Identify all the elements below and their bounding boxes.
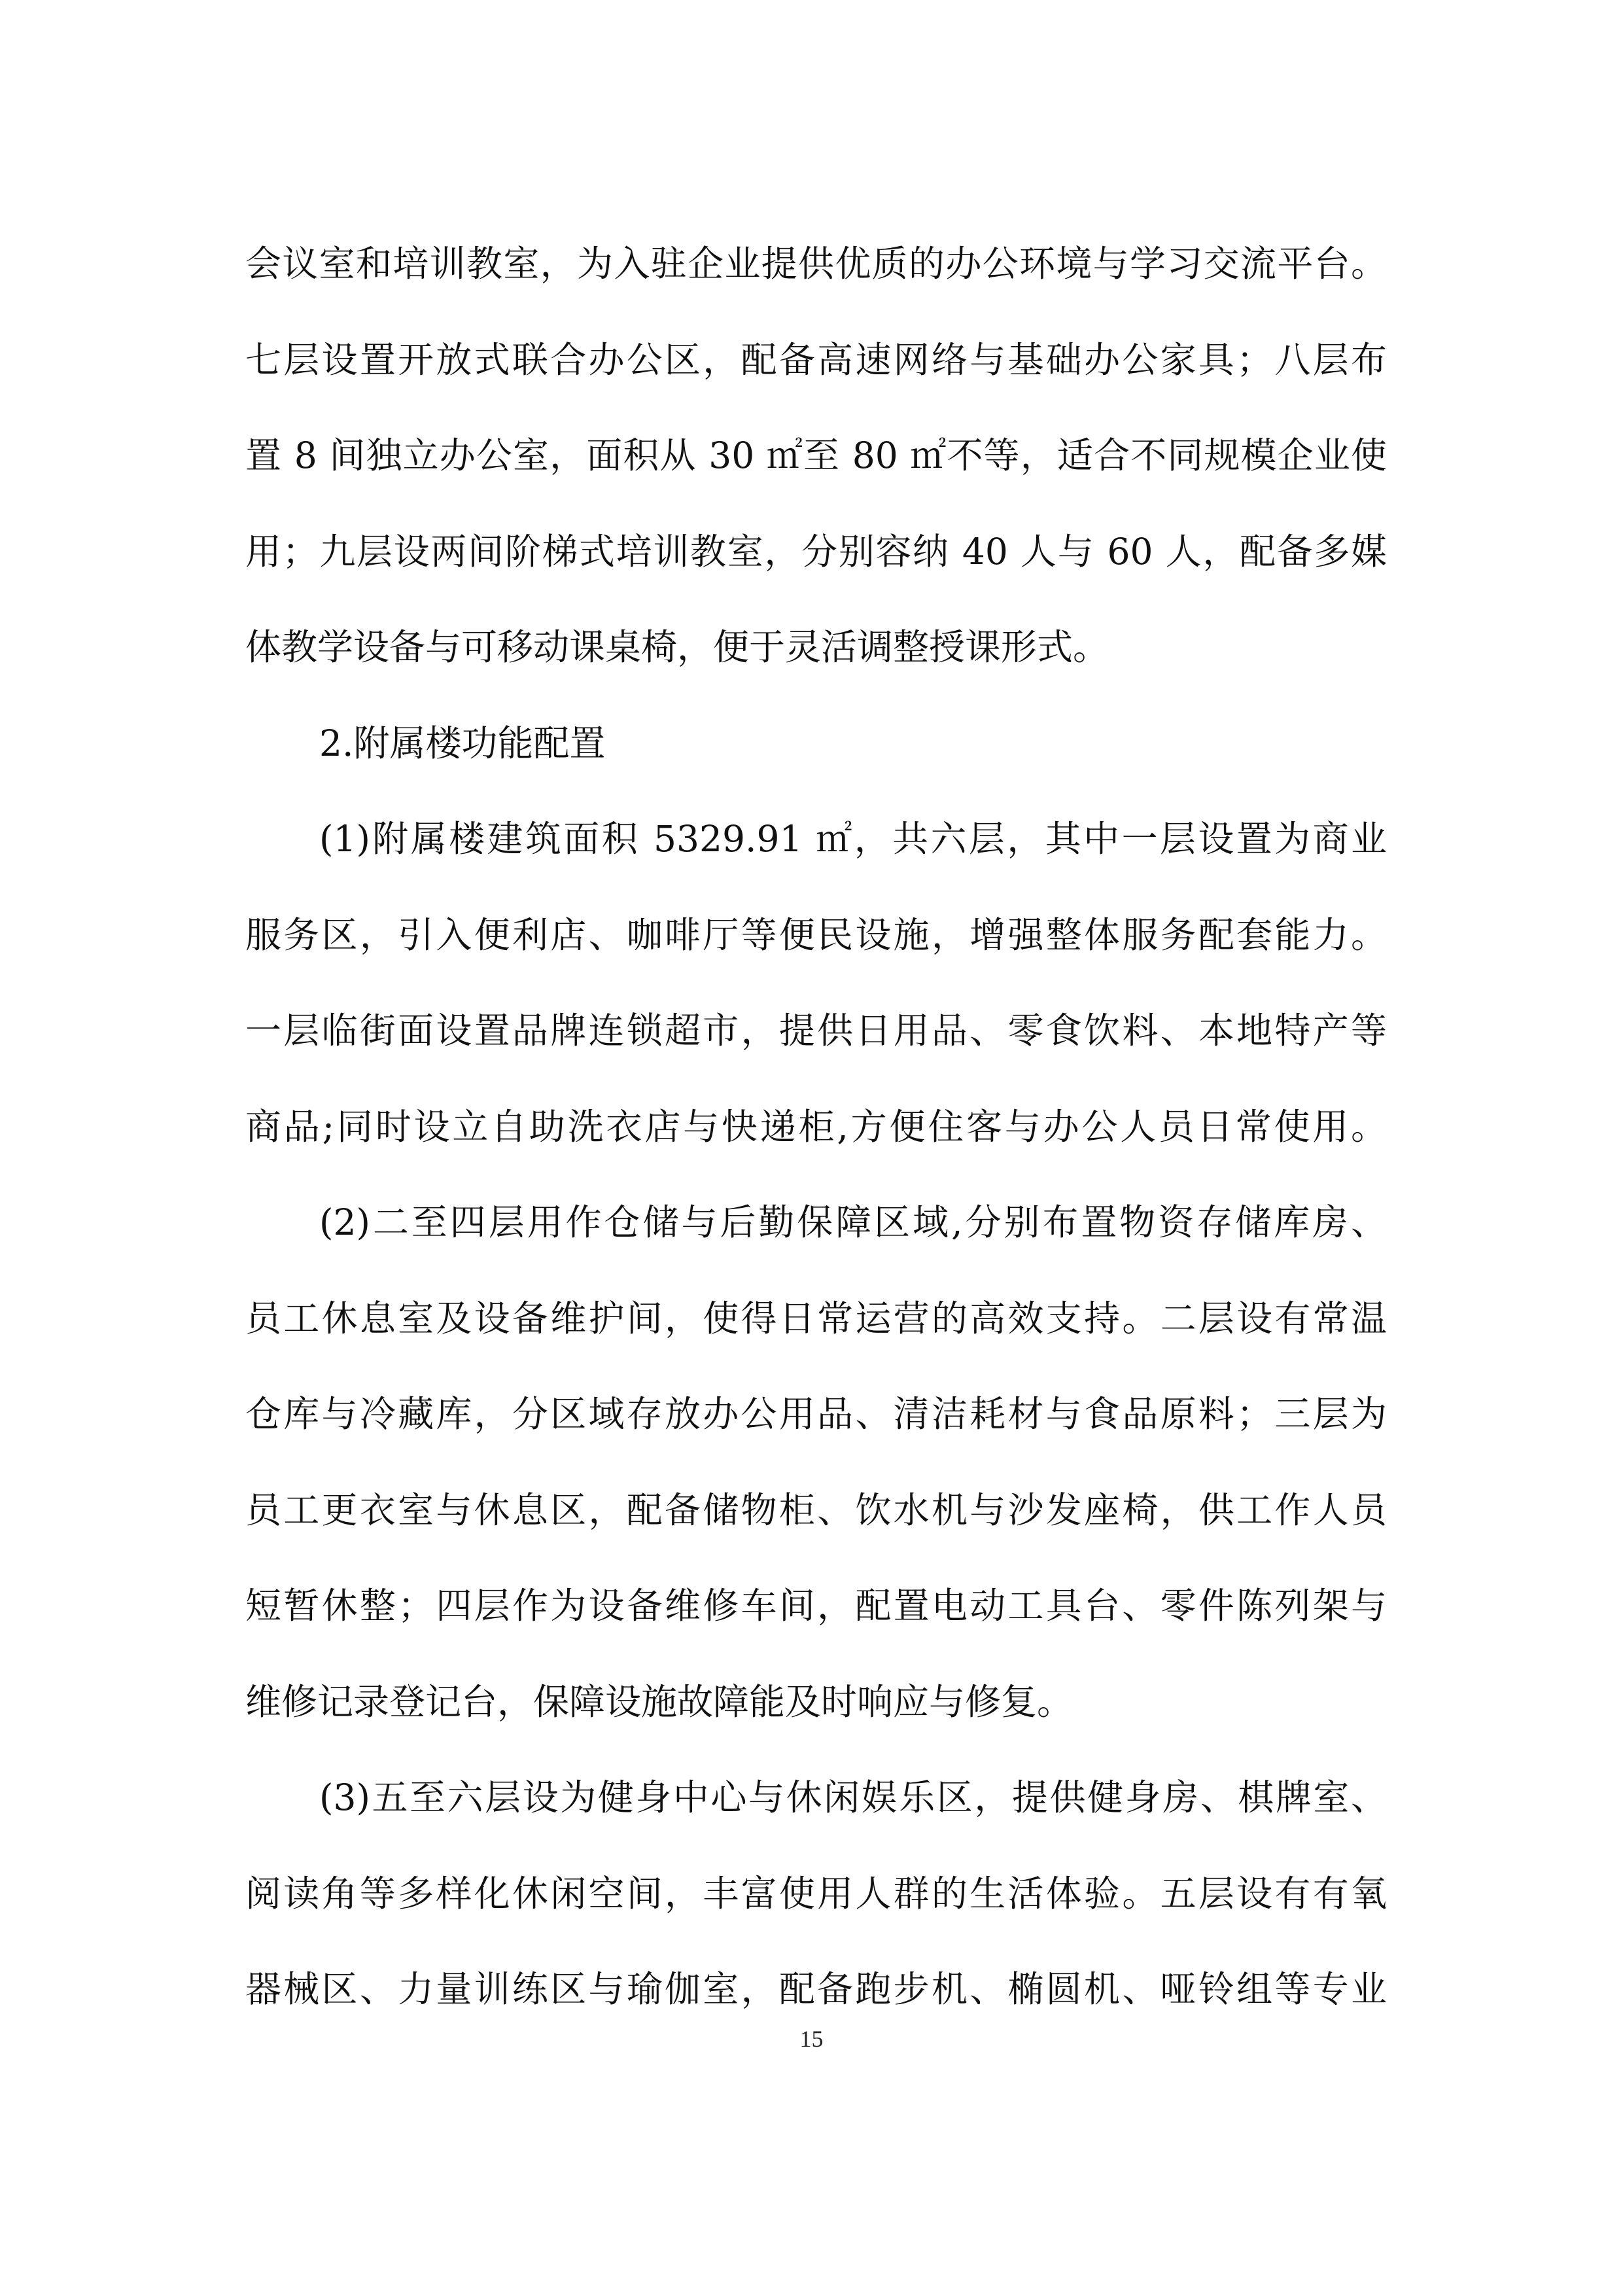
- body-text: [245, 216, 1387, 2038]
- text-line: (1)附属楼建筑面积 5329.91 ㎡，共六层，其中一层设置为商业: [319, 818, 1387, 860]
- text-line: (2)二至四层用作仓储与后勤保障区域,分别布置物资存储库房、: [319, 1201, 1387, 1243]
- text-line: 员工更衣室与休息区，配备储物柜、饮水机与沙发座椅，供工作人员: [245, 1489, 1387, 1531]
- text-line: 一层临街面设置品牌连锁超市，提供日用品、零食饮料、本地特产等: [245, 1010, 1387, 1051]
- text-line: 仓库与冷藏库，分区域存放办公用品、清洁耗材与食品原料；三层为: [245, 1393, 1387, 1435]
- section-heading: 2.附属楼功能配置: [319, 722, 606, 764]
- text-line: 阅读角等多样化休闲空间，丰富使用人群的生活体验。五层设有有氧: [245, 1872, 1387, 1915]
- text-line: 员工休息室及设备维护间，使得日常运营的高效支持。二层设有常温: [245, 1297, 1387, 1339]
- text-line: 维修记录登记台，保障设施故障能及时响应与修复。: [245, 1680, 1073, 1723]
- text-line: 会议室和培训教室，为入驻企业提供优质的办公环境与学习交流平台。: [245, 243, 1387, 285]
- text-line: 商品;同时设立自助洗衣店与快递柜,方便住客与办公人员日常使用。: [245, 1105, 1387, 1148]
- text-line: 置 8 间独立办公室，面积从 30 ㎡至 80 ㎡不等，适合不同规模企业使: [245, 434, 1387, 476]
- text-line: 器械区、力量训练区与瑜伽室，配备跑步机、椭圆机、哑铃组等专业: [245, 1968, 1387, 2010]
- page-number: 15: [799, 2026, 824, 2052]
- text-line: (3)五至六层设为健身中心与休闲娱乐区，提供健身房、棋牌室、: [319, 1776, 1387, 1818]
- text-line: 体教学设备与可移动课桌椅，便于灵活调整授课形式。: [245, 626, 1109, 668]
- text-line: 用；九层设两间阶梯式培训教室，分别容纳 40 人与 60 人，配备多媒: [245, 530, 1387, 573]
- text-line: 七层设置开放式联合办公区，配备高速网络与基础办公家具；八层布: [245, 338, 1387, 381]
- text-line: 短暂休整；四层作为设备维修车间，配置电动工具台、零件陈列架与: [245, 1585, 1387, 1627]
- text-line: 服务区，引入便利店、咖啡厅等便民设施，增强整体服务配套能力。: [245, 913, 1387, 956]
